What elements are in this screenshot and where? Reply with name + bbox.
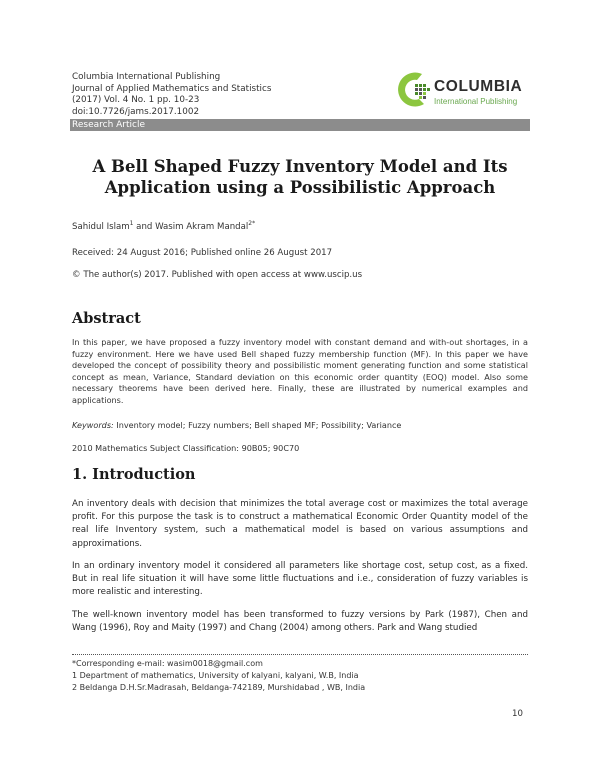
publication-dates: Received: 24 August 2016; Published online 26 August 2017 (72, 248, 333, 258)
volume-line: (2017) Vol. 4 No. 1 pp. 10-23 (72, 95, 200, 106)
logo-subtitle: International Publishing (434, 97, 518, 106)
publisher-name: Columbia International Publishing (72, 72, 221, 82)
introduction-heading: 1. Introduction (72, 466, 196, 483)
msc-classification: 2010 Mathematics Subject Classification: 90B05; 90C70 (72, 443, 300, 453)
abstract-heading: Abstract (72, 310, 141, 327)
footnote-divider (72, 654, 528, 655)
keywords-label: Keywords: (72, 420, 114, 430)
affiliation-2: 2 Beldanga D.H.Sr.Madrasah, Beldanga-742189, Murshidabad , WB, India (72, 683, 366, 693)
author-line (72, 220, 255, 232)
copyright-notice: © The author(s) 2017. Published with open access at www.uscip.us (72, 270, 363, 280)
logo-name: COLUMBIA (434, 78, 523, 95)
author-2-affiliation: 2* (248, 220, 256, 227)
footnotes (72, 658, 528, 695)
doi-link[interactable]: doi:10.7726/jams.2017.1002 (72, 106, 200, 117)
page-number: 10 (512, 709, 523, 719)
author-connector: and (133, 221, 156, 232)
intro-paragraph: The well-known inventory model has been transformed to fuzzy versions by Park (1987), Chen and Wang (1996), Roy and Maity (1997) and Chang (2004) among others. Park and Wang studied (72, 610, 528, 634)
keywords-list: Inventory model; Fuzzy numbers; Bell shaped MF; Possibility; Variance (113, 420, 402, 430)
author-1: Sahidul Islam (72, 221, 130, 232)
author-1-affiliation: 1 (129, 220, 134, 227)
paper-title: A Bell Shaped Fuzzy Inventory Model and Its Application using a Possibilistic Approach (92, 157, 508, 197)
article-type-bar: Research Article (70, 119, 530, 131)
corresponding-email: *Corresponding e-mail: wasim0018@gmail.com (72, 659, 263, 668)
intro-paragraph: An inventory deals with decision that minimizes the total average cost or maximizes the total average profit. For this purpose the task is to construct a mathematical Economic Order Quantity model of the real life Inventory system, such a mathematical model is based on various assumptions and approximations. (72, 499, 528, 549)
affiliation-1: 1 Department of mathematics, University of kalyani, kalyani, W.B, India (72, 671, 359, 681)
columbia-logo (394, 70, 534, 110)
keywords-line (72, 420, 528, 430)
intro-paragraph: In an ordinary inventory model it considered all parameters like shortage cost, setup cost, as a fixed. But in real life situation it will have some little fluctuations and i.e., consideration of fuzzy variables is more realistic and interesting. (72, 561, 528, 598)
abstract-text: In this paper, we have proposed a fuzzy inventory model with constant demand and with-out shortages, in a fuzzy environment. Here we have used Bell shaped fuzzy membership function (MF). In this paper we have developed the concept of possibility theory and possibilistic moment generating function and some statistical concept as mean, Variance, Standard deviation on this economic order quantity (EOQ) model. Also some necessary theorems have been derived here. Finally, these are illustrated by numerical examples and applications. (72, 337, 528, 405)
journal-name: Journal of Applied Mathematics and Statistics (72, 83, 272, 94)
columbia-logo-icon (394, 70, 434, 110)
journal-info (72, 72, 332, 118)
author-2: Wasim Akram Mandal (155, 221, 249, 232)
